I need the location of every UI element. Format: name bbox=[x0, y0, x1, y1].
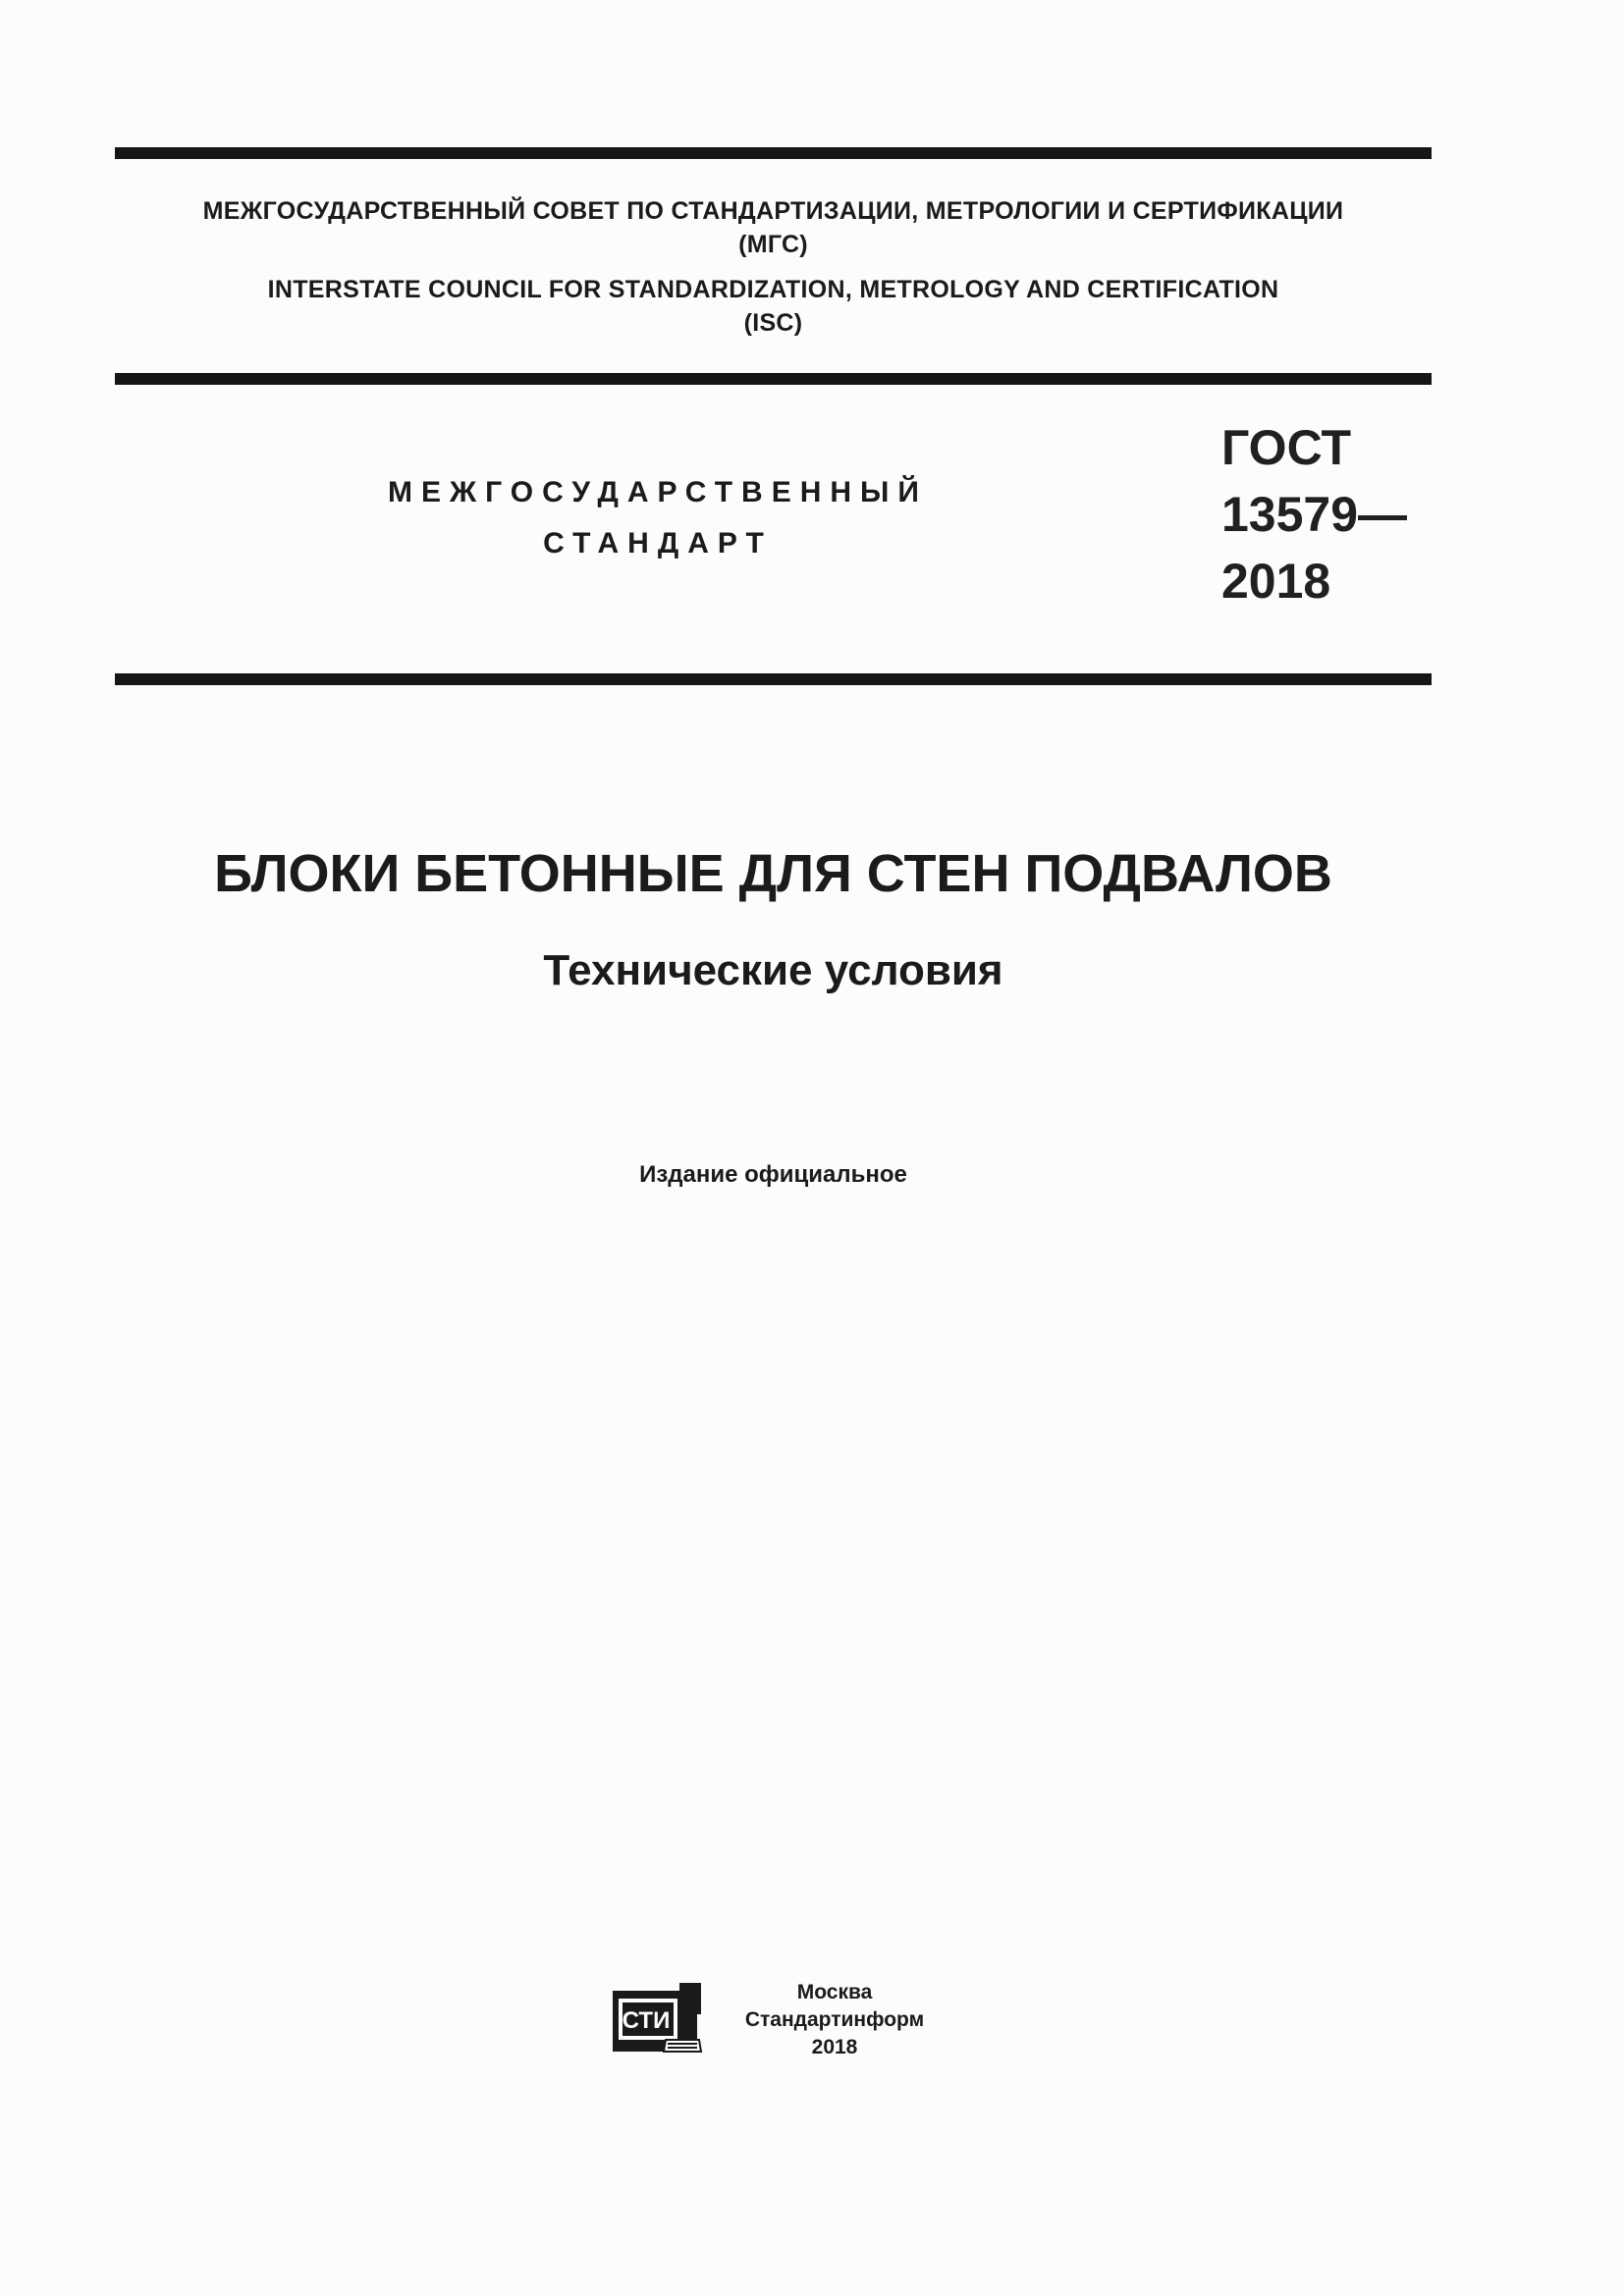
header-bottom-rule bbox=[115, 673, 1432, 685]
designation-year: 2018 bbox=[1221, 554, 1331, 609]
council-divider bbox=[115, 373, 1432, 385]
council-abbr-en: (ISC) bbox=[743, 309, 803, 337]
edition-note: Издание официальное bbox=[639, 1161, 907, 1188]
publisher-city: Москва bbox=[796, 1981, 873, 2003]
publisher-year: 2018 bbox=[811, 2036, 858, 2058]
logo-lettering: СТИ bbox=[622, 2007, 671, 2034]
designation-number: 13579— bbox=[1221, 487, 1408, 542]
council-block bbox=[115, 194, 1432, 340]
standartinform-logo-icon bbox=[611, 1981, 705, 2056]
document-subtitle: Технические условия bbox=[543, 946, 1003, 994]
publisher-name: Стандартинформ bbox=[744, 2008, 925, 2031]
standard-type-line1: МЕЖГОСУДАРСТВЕННЫЙ bbox=[388, 476, 928, 508]
standard-designation bbox=[1221, 414, 1407, 614]
council-name-en: INTERSTATE COUNCIL FOR STANDARDIZATION, METROLOGY AND CERTIFICATION bbox=[267, 276, 1279, 303]
standard-type bbox=[363, 467, 952, 569]
council-abbr-ru: (МГС) bbox=[738, 231, 808, 258]
document-title: БЛОКИ БЕТОННЫЕ ДЛЯ СТЕН ПОДВАЛОВ bbox=[214, 844, 1332, 903]
top-rule bbox=[115, 147, 1432, 159]
publisher-block bbox=[722, 1979, 947, 2061]
standard-type-line2: СТАНДАРТ bbox=[543, 527, 773, 560]
council-name-ru: МЕЖГОСУДАРСТВЕННЫЙ СОВЕТ ПО СТАНДАРТИЗАЦИИ, МЕТРОЛОГИИ И СЕРТИФИКАЦИИ bbox=[202, 197, 1344, 225]
designation-prefix: ГОСТ bbox=[1221, 420, 1351, 475]
